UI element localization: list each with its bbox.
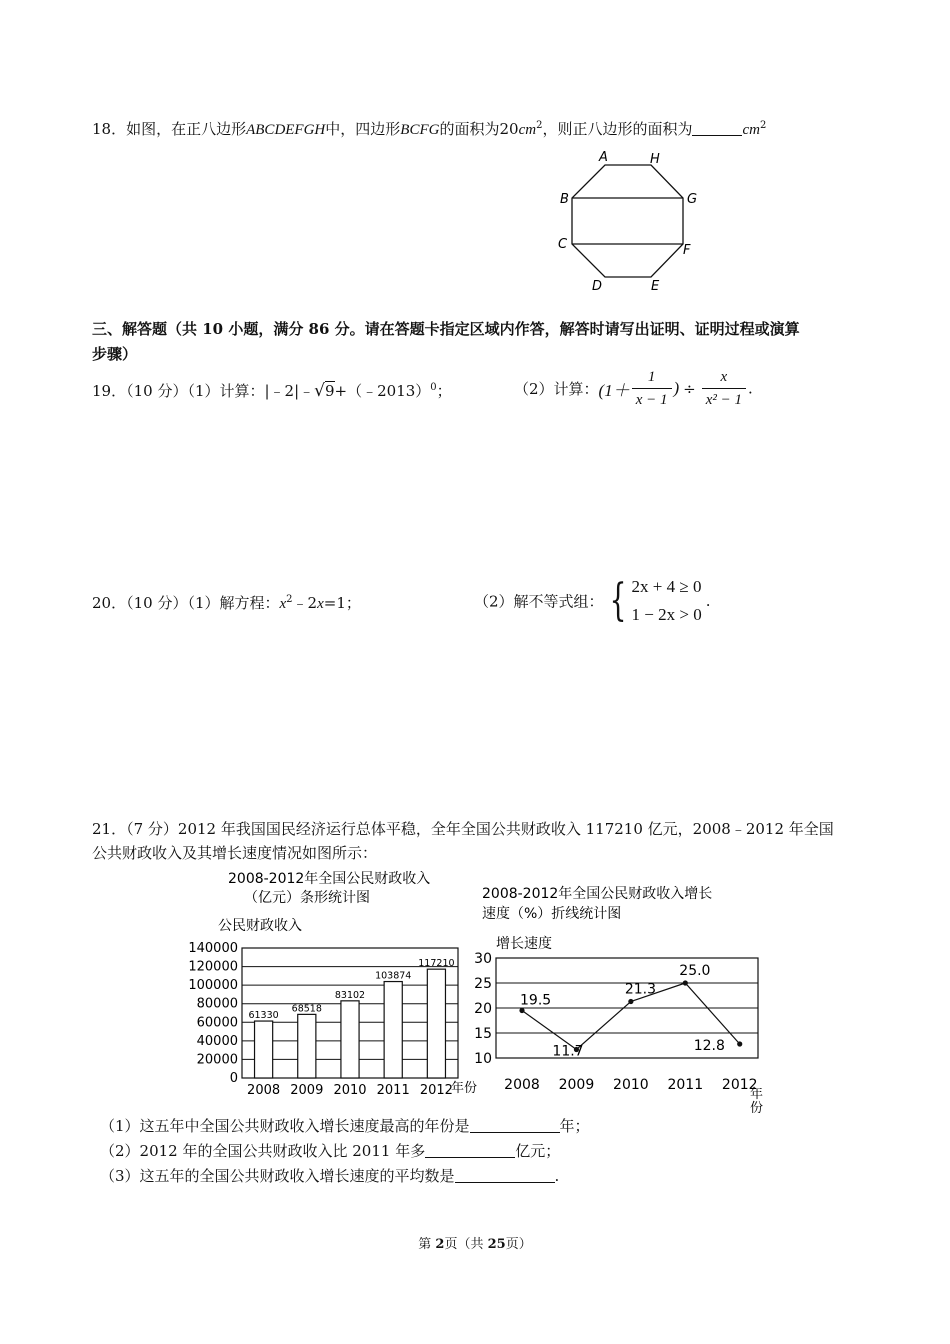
bar-ytick-label: 100000 xyxy=(188,978,238,994)
section3-heading-line2: 步骤） xyxy=(92,345,138,363)
line-chart xyxy=(474,876,774,1116)
fraction-1: $\frac{1}{x - 1}$ xyxy=(632,366,672,411)
bar-2012 xyxy=(427,969,445,1078)
vertex-g: G xyxy=(687,192,698,207)
bar-ytick-label: 40000 xyxy=(196,1033,238,1049)
bar-chart-xlabel: 年份 xyxy=(451,1081,478,1096)
bar-xtick-label: 2008 xyxy=(247,1083,281,1098)
vertex-d: D xyxy=(592,279,603,294)
line-ytick-label: 10 xyxy=(474,1051,492,1067)
q19-number: 19． xyxy=(92,382,127,400)
line-chart-title-line2: 速度（%）折线统计图 xyxy=(482,906,622,922)
fraction-2: $\frac{x}{\text{x² − 1}}$ xyxy=(702,366,746,411)
bar-2011 xyxy=(384,982,402,1078)
q20-part2: （2）解不等式组： { 2x + 4 ≥ 0 1 − 2x > 0 . xyxy=(474,573,711,629)
bar-ytick-label: 120000 xyxy=(188,959,238,975)
line-xtick-label: 2010 xyxy=(613,1077,649,1093)
octagon-name: ABCDEFGH xyxy=(246,122,326,138)
octagon-figure xyxy=(550,148,710,298)
q18-number: 18． xyxy=(92,120,127,138)
bar-xtick-label: 2009 xyxy=(290,1083,324,1098)
vertex-e: E xyxy=(651,279,660,294)
sqrt-radicand: 9 xyxy=(325,382,335,400)
q21-text-line1: 21．（7 分）2012 年我国国民经济运行总体平稳，全年全国公共财政收入 117210 亿元，2008﹣2012 年全国 xyxy=(92,820,834,838)
brace: { xyxy=(609,575,626,626)
vertex-b: B xyxy=(560,192,569,207)
q21-number: 21． xyxy=(92,820,127,838)
q21-sub1-blank[interactable] xyxy=(470,1118,560,1133)
bar-chart-title-line1: 2008-2012年全国公民财政收入 xyxy=(228,871,431,887)
vertex-a: A xyxy=(599,150,608,165)
bar-ytick-label: 80000 xyxy=(196,996,238,1012)
point-2008 xyxy=(519,1008,524,1013)
bar-ytick-label: 0 xyxy=(229,1071,238,1086)
bar-xtick-label: 2010 xyxy=(333,1083,367,1098)
line-ytick-label: 15 xyxy=(474,1026,492,1042)
bar-xtick-label: 2011 xyxy=(376,1083,410,1098)
section3-heading-line1: 三、解答题（共 10 小题，满分 86 分。请在答题卡指定区域内作答，解答时请写出证明、证明过程或演算 xyxy=(92,320,800,338)
inequality-system: 2x + 4 ≥ 0 1 − 2x > 0 xyxy=(631,577,702,624)
line-chart-xlabel-bottom: 份 xyxy=(750,1101,764,1116)
line-chart-xlabel-top: 年 xyxy=(750,1087,764,1102)
bar-value-label: 61330 xyxy=(248,1010,279,1022)
line-ytick-label: 25 xyxy=(474,976,492,992)
bar-2010 xyxy=(341,1001,359,1078)
octagon-shape xyxy=(572,165,683,277)
point-2010 xyxy=(628,999,633,1004)
q18-text: 18．如图，在正八边形ABCDEFGH中，四边形BCFG的面积为$20cm^2$，则正八边形的面积为 $cm^2$ xyxy=(92,120,767,138)
q19-part1: 19．（10 分）（1）计算：|﹣2|﹣√9+（﹣2013）$^0$； xyxy=(92,381,452,401)
line-value-label: 25.0 xyxy=(679,963,711,979)
bar-value-label: 68518 xyxy=(291,1003,322,1015)
q19-part2: （2）计算：(1＋ $\frac{1}{x - 1}$ ) ÷ $\frac{x}{\text{x² − 1}}$ . xyxy=(514,366,753,411)
bar-ytick-label: 60000 xyxy=(196,1015,238,1031)
line-value-label: 12.8 xyxy=(693,1038,725,1054)
q21-sub3-blank[interactable] xyxy=(455,1168,555,1183)
line-xtick-label: 2009 xyxy=(558,1077,595,1093)
bar-xtick-label: 2012 xyxy=(419,1083,453,1098)
sqrt-sign: √ xyxy=(314,381,325,401)
page-number: 2 xyxy=(435,1237,445,1252)
bar-chart xyxy=(186,866,496,1102)
bar-ytick-label: 20000 xyxy=(196,1052,238,1068)
line-chart-ylabel: 增长速度 xyxy=(496,936,552,952)
q21-sub2: （2）2012 年的全国公共财政收入比 2011 年多 亿元； xyxy=(100,1142,561,1160)
line-ytick-label: 20 xyxy=(474,1001,492,1017)
line-ytick-label: 30 xyxy=(474,951,492,967)
bar-value-label: 117210 xyxy=(418,958,455,970)
line-value-label: 19.5 xyxy=(520,992,552,1009)
page-footer: 第 2页（共 25页） xyxy=(418,1237,532,1252)
vertex-f: F xyxy=(683,243,691,258)
bar-chart-title-line2: （亿元）条形统计图 xyxy=(244,890,370,906)
q21-sub1: （1）这五年中全国公共财政收入增长速度最高的年份是 年； xyxy=(100,1117,590,1135)
q21-text-line2: 公共财政收入及其增长速度情况如图所示： xyxy=(92,844,378,862)
line-xtick-label: 2011 xyxy=(667,1077,704,1093)
line-xtick-label: 2008 xyxy=(504,1077,540,1093)
line-xtick-label: 2012 xyxy=(721,1077,758,1093)
q18-answer-blank[interactable] xyxy=(692,121,742,136)
bar-value-label: 103874 xyxy=(375,970,412,982)
point-2012 xyxy=(737,1041,742,1046)
vertex-c: C xyxy=(558,237,568,252)
vertex-h: H xyxy=(650,152,660,167)
q20-part1: 20．（10 分）（1）解方程：$x^2﹣2x=1$； xyxy=(92,594,361,612)
point-2011 xyxy=(683,980,688,985)
line-value-label: 11.7 xyxy=(552,1043,584,1060)
bar-ytick-label: 140000 xyxy=(188,941,238,956)
bar-2008 xyxy=(255,1021,273,1078)
line-chart-title-line1: 2008-2012年全国公民财政收入增长 xyxy=(482,886,713,902)
quad-name: BCFG xyxy=(400,122,440,138)
bar-value-label: 83102 xyxy=(334,989,366,1001)
bar-chart-ylabel: 公民财政收入 xyxy=(218,918,302,934)
bar-2009 xyxy=(298,1014,316,1078)
q21-sub3: （3）这五年的全国公共财政收入增长速度的平均数是 . xyxy=(100,1167,560,1185)
line-value-label: 21.3 xyxy=(624,981,657,998)
q20-number: 20． xyxy=(92,594,127,612)
page-total: 25 xyxy=(487,1237,506,1252)
q21-sub2-blank[interactable] xyxy=(425,1143,515,1158)
